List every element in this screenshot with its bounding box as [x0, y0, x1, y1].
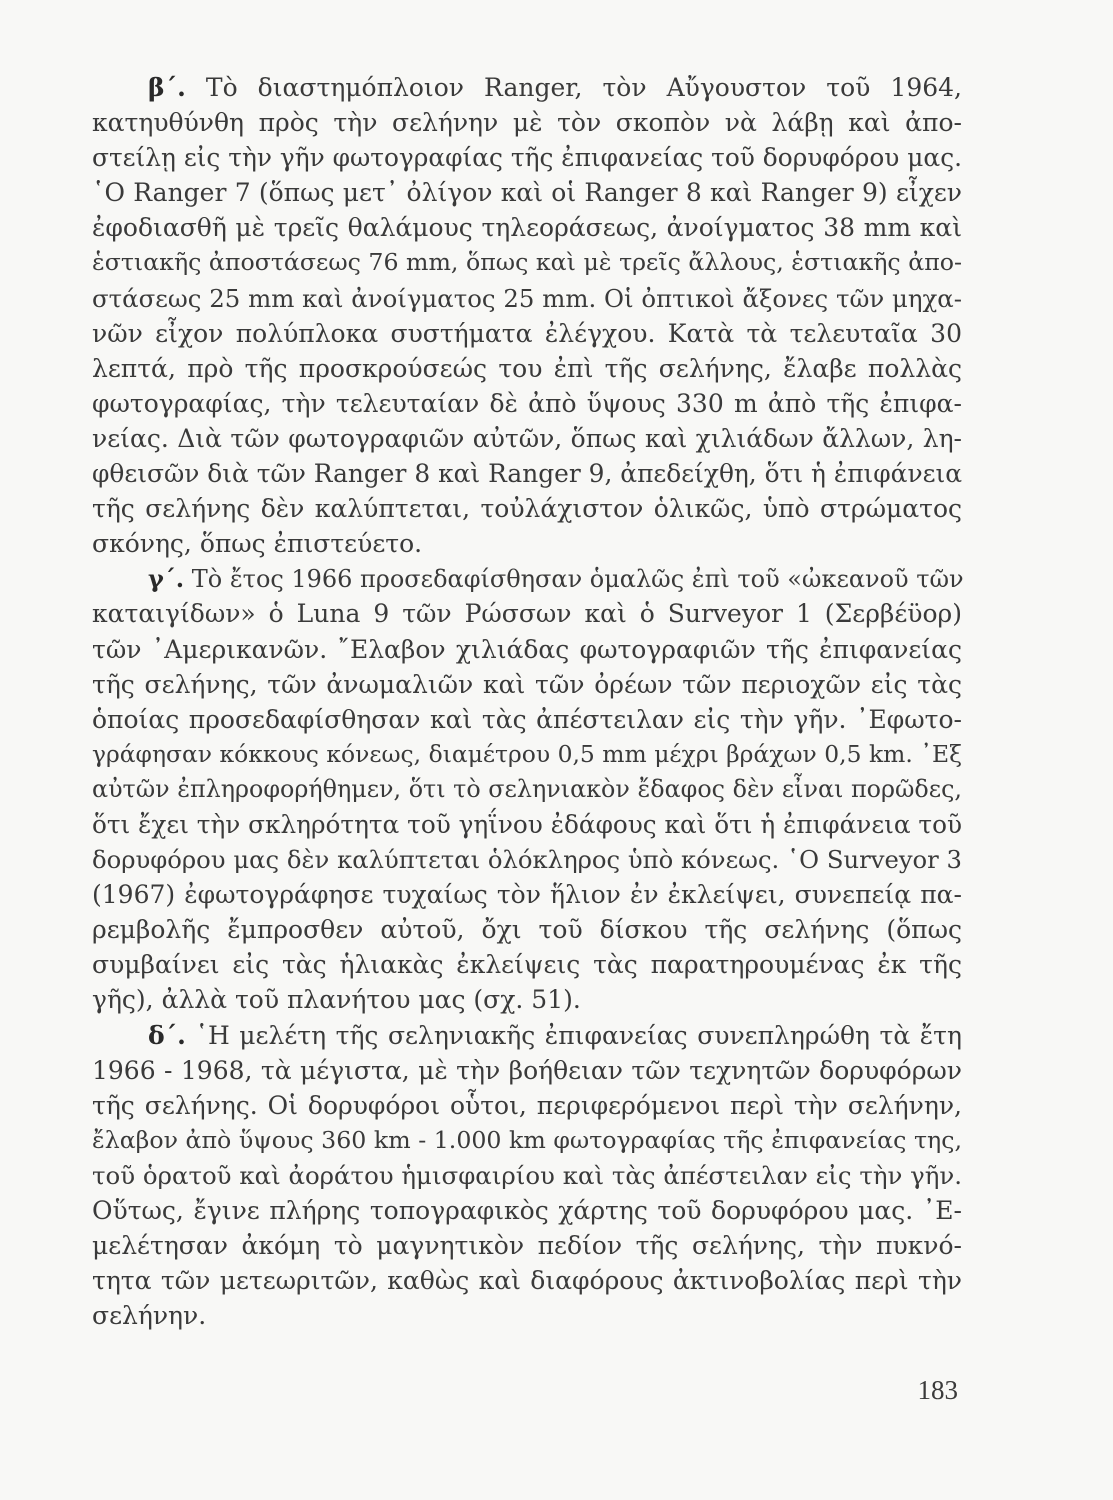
page-number: 183 — [917, 1375, 958, 1405]
text-line: λεπτά, πρὸ τῆς προσκρούσεώς του ἐπὶ τῆς σελήνης, ἔλαβε πολλὰς — [92, 353, 962, 383]
text-line: ἑστιακῆς ἀποστάσεως 76 mm, ὅπως καὶ μὲ τρεῖς ἄλλους, ἑστιακῆς ἀπο- — [92, 248, 962, 277]
text-line: Οὕτως, ἔγινε πλήρης τοπογραφικὸς χάρτης τοῦ δορυφόρου μας. ᾽Ε- — [92, 1196, 962, 1225]
text-line: γῆς), ἀλλὰ τοῦ πλανήτου μας (σχ. 51). — [92, 985, 581, 1015]
text-line: καταιγίδων» ὁ Luna 9 τῶν Ρώσσων καὶ ὁ Surveyor 1 (Σερβέϋορ) — [92, 599, 962, 629]
text-line: ὁποίας προσεδαφίσθησαν καὶ τὰς ἀπέστειλαν εἰς τὴν γῆν. ᾽Εφωτο- — [92, 704, 962, 734]
text-line: στάσεως 25 mm καὶ ἀνοίγματος 25 mm. Οἱ ὀπτικοὶ ἄξονες τῶν μηχα- — [92, 283, 962, 313]
text-line: μελέτησαν ἀκόμη τὸ μαγνητικὸν πεδίον τῆς σελήνης, τὴν πυκνό- — [92, 1231, 962, 1261]
text-line: γ΄. Τὸ ἔτος 1966 προσεδαφίσθησαν ὁμαλῶς ἐπὶ τοῦ «ὠκεανοῦ τῶν — [148, 564, 964, 594]
text-line: τῆς σελήνης, τῶν ἀνωμαλιῶν καὶ τῶν ὀρέων τῶν περιοχῶν εἰς τὰς — [92, 669, 962, 699]
text-line: τητα τῶν μετεωριτῶν, καθὼς καὶ διαφόρους ἀκτινοβολίας περὶ τὴν — [92, 1266, 962, 1296]
text-line: δ΄. ῾Η μελέτη τῆς σεληνιακῆς ἐπιφανείας συνεπληρώθη τὰ ἔτη — [148, 1020, 962, 1050]
text-line: ρεμβολῆς ἔμπροσθεν αὐτοῦ, ὄχι τοῦ δίσκου τῆς σελήνης (ὅπως — [92, 915, 962, 945]
text-line: ῾Ο Ranger 7 (ὅπως μετ᾽ ὀλίγον καὶ οἱ Ranger 8 καὶ Ranger 9) εἶχεν — [92, 178, 962, 208]
text-line: γράφησαν κόκκους κόνεως, διαμέτρου 0,5 mm μέχρι βράχων 0,5 km. ᾽Εξ — [92, 739, 962, 768]
text-line: τοῦ ὁρατοῦ καὶ ἀοράτου ἡμισφαιρίου καὶ τὰς ἀπέστειλαν εἰς τὴν γῆν. — [92, 1160, 962, 1190]
text-line: φωτογραφίας, τὴν τελευταίαν δὲ ἀπὸ ὕψους 330 m ἀπὸ τῆς ἐπιφα- — [92, 388, 962, 418]
paragraph-label-delta: δ΄. — [148, 1020, 186, 1050]
text-line: συμβαίνει εἰς τὰς ἡλιακὰς ἐκλείψεις τὰς παρατηρουμένας ἐκ τῆς — [92, 950, 962, 980]
text-line: τῆς σελήνης δὲν καλύπτεται, τοὐλάχιστον ὁλικῶς, ὑπὸ στρώματος — [92, 494, 962, 524]
text-line: σκόνης, ὅπως ἐπιστεύετο. — [92, 529, 423, 559]
text-line: στείλῃ εἰς τὴν γῆν φωτογραφίας τῆς ἐπιφανείας τοῦ δορυφόρου μας. — [92, 143, 962, 173]
text-line: τῶν ᾽Αμερικανῶν. ῎Ελαβον χιλιάδας φωτογραφιῶν τῆς ἐπιφανείας — [92, 634, 962, 664]
text-line: τῆς σελήνης. Οἱ δορυφόροι οὗτοι, περιφερόμενοι περὶ τὴν σελήνην, — [92, 1090, 962, 1120]
text-line: αὐτῶν ἐπληροφορήθημεν, ὅτι τὸ σεληνιακὸν ἔδαφος δὲν εἶναι πορῶδες, — [92, 774, 962, 803]
text-line: σελήνην. — [92, 1301, 207, 1331]
text-line: 1966 - 1968, τὰ μέγιστα, μὲ τὴν βοήθειαν τῶν τεχνητῶν δορυφόρων — [92, 1055, 962, 1085]
body-text — [92, 70, 962, 1333]
text-line: β΄. Τὸ διαστημόπλοιον Ranger, τὸν Αὔγουστον τοῦ 1964, — [148, 73, 962, 102]
paragraph-label-beta: β΄. — [148, 73, 186, 102]
text-line: φθεισῶν διὰ τῶν Ranger 8 καὶ Ranger 9, ἀπεδείχθη, ὅτι ἡ ἐπιφάνεια — [92, 459, 962, 489]
text-line: νῶν εἶχον πολύπλοκα συστήματα ἐλέγχου. Κατὰ τὰ τελευταῖα 30 — [92, 318, 962, 348]
text-line: νείας. Διὰ τῶν φωτογραφιῶν αὐτῶν, ὅπως καὶ χιλιάδων ἄλλων, λη- — [92, 423, 962, 453]
text-line: ἔλαβον ἀπὸ ὕψους 360 km - 1.000 km φωτογραφίας τῆς ἐπιφανείας της, — [92, 1125, 962, 1154]
text-line: ἐφοδιασθῆ μὲ τρεῖς θαλάμους τηλεοράσεως, ἀνοίγματος 38 mm καὶ — [92, 213, 962, 243]
text-line: ὅτι ἔχει τὴν σκληρότητα τοῦ γηΐνου ἐδάφους καὶ ὅτι ἡ ἐπιφάνεια τοῦ — [92, 809, 962, 839]
text-line: κατηυθύνθη πρὸς τὴν σελήνην μὲ τὸν σκοπὸν νὰ λάβῃ καὶ ἀπο- — [92, 108, 962, 138]
text-line: δορυφόρου μας δὲν καλύπτεται ὁλόκληρος ὑπὸ κόνεως. ῾Ο Surveyor 3 — [92, 845, 962, 875]
paragraph-label-gamma: γ΄. — [148, 564, 185, 594]
text-line: (1967) ἐφωτογράφησε τυχαίως τὸν ἥλιον ἐν ἐκλείψει, συνεπείᾳ πα- — [92, 880, 962, 910]
